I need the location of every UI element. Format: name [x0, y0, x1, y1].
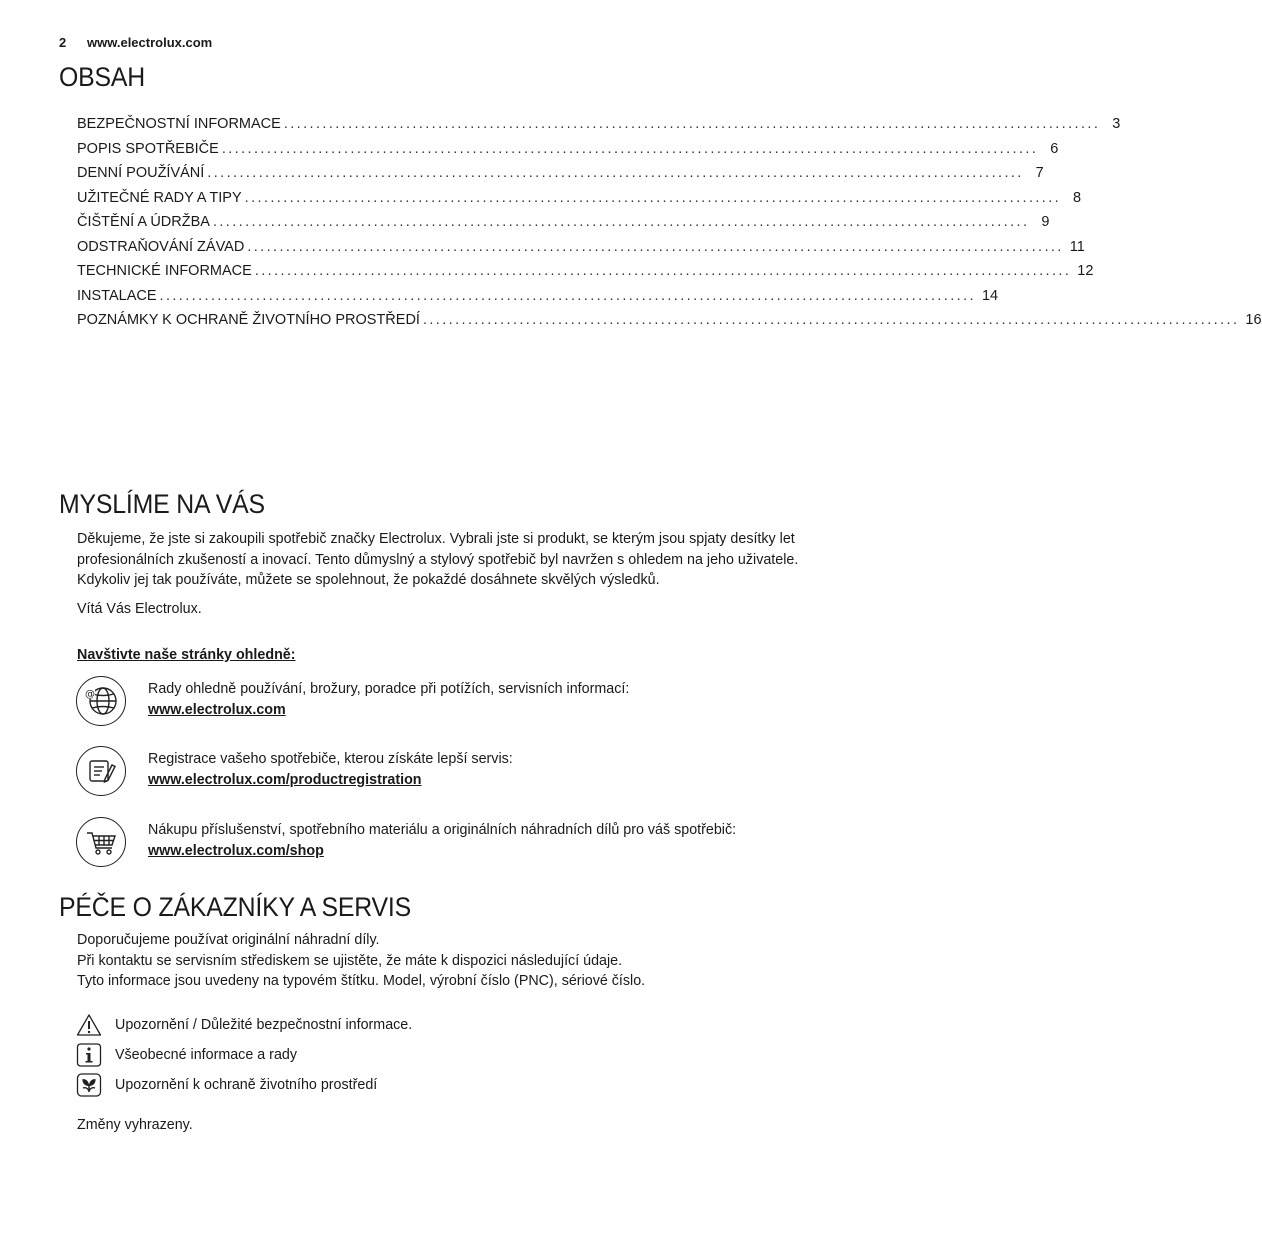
service-line: Doporučujeme používat originální náhradní díly. [77, 932, 380, 948]
toc-entry-title: POZNÁMKY K OCHRANĚ ŽIVOTNÍHO PROSTŘEDÍ [77, 312, 420, 328]
notice-warning [76, 1012, 412, 1038]
link-text-support [148, 679, 629, 720]
link-url-electrolux[interactable]: www.electrolux.com [148, 701, 286, 718]
link-description: Registrace vašeho spotřebiče, kterou získáte lepší servis: [148, 751, 513, 767]
toc-entry-page: 14 [981, 287, 999, 304]
toc-entry-title: INSTALACE [77, 287, 157, 304]
toc-dot-leader: ............................................................................................................................... [159, 287, 976, 304]
warning-triangle-icon [76, 1013, 102, 1037]
link-row-support [76, 676, 836, 730]
header-website[interactable]: www.electrolux.com [87, 35, 213, 50]
toc-entry-page: 9 [1041, 214, 1050, 230]
toc-dot-leader: ............................................................................................................................... [212, 214, 1030, 230]
visit-label: Navštivte naše stránky ohledně: [77, 647, 296, 663]
service-heading: PÉČE O ZÁKAZNÍKY A SERVIS [59, 892, 412, 922]
toc-entry[interactable] [77, 238, 1085, 264]
link-row-shop [76, 817, 836, 871]
toc-dot-leader: ............................................................................................................................... [422, 312, 1240, 328]
service-line: Tyto informace jsou uvedeny na typovém štítku. Model, výrobní číslo (PNC), sériové číslo. [77, 973, 646, 989]
link-text-registration [148, 749, 513, 790]
toc-entry-title: DENNÍ POUŽÍVÁNÍ [77, 165, 205, 181]
changes-reserved: Změny vyhrazeny. [77, 1117, 193, 1133]
environment-leaf-icon [76, 1073, 102, 1097]
toc-entry-title: BEZPEČNOSTNÍ INFORMACE [77, 116, 281, 132]
globe-at-icon [76, 676, 126, 726]
toc-entry[interactable] [77, 189, 1082, 215]
page-number: 2 [59, 35, 67, 50]
link-text-shop [148, 820, 736, 861]
registration-form-icon [76, 746, 126, 796]
toc-dot-leader: ............................................................................................................................... [254, 263, 1072, 279]
notice-text: Upozornění / Důležité bezpečnostní informace. [115, 1017, 413, 1033]
toc-dot-leader: ............................................................................................................................... [247, 238, 1064, 255]
toc-entry-title: ODSTRAŇOVÁNÍ ZÁVAD [77, 238, 245, 255]
toc-entry[interactable] [77, 312, 1262, 337]
toc-entry[interactable] [77, 165, 1044, 190]
toc-entry[interactable] [77, 140, 1059, 166]
toc-dot-leader: ............................................................................................................................... [283, 116, 1101, 132]
toc-entry-title: UŽITEČNÉ RADY A TIPY [77, 189, 242, 206]
toc-dot-leader: ............................................................................................................................... [207, 165, 1024, 181]
notice-environment [76, 1072, 377, 1098]
service-line: Při kontaktu se servisním střediskem se ujistěte, že máte k dispozici následující údaje. [77, 952, 623, 969]
toc-entry[interactable] [77, 263, 1094, 288]
link-description: Rady ohledně používání, brožury, poradce při potížích, servisních informací: [148, 681, 630, 697]
toc-entry[interactable] [77, 214, 1050, 239]
thinking-heading: MYSLÍME NA VÁS [59, 489, 265, 519]
toc-entry-page: 7 [1035, 165, 1044, 181]
thinking-paragraph: Děkujeme, že jste si zakoupili spotřebič značky Electrolux. Vybrali jste si produkt, se kterým jsou spjaty desítky let profesionálních zkušeností a inovací. Tento důmyslný a stylový spotřebič byl navržen s ohledem na jeho uživatele. Kdykoliv jej tak používáte, můžete se spolehnout, že pokaždé dosáhnete skvělých výsledků. [77, 531, 799, 588]
page-header [59, 35, 212, 50]
toc-entry-title: TECHNICKÉ INFORMACE [77, 263, 252, 279]
svg-text:@: @ [85, 689, 95, 700]
toc-entry-title: POPIS SPOTŘEBIČE [77, 140, 219, 157]
toc-entry-page: 16 [1245, 312, 1262, 328]
toc-entry-page: 6 [1050, 140, 1059, 157]
toc-entry[interactable] [77, 116, 1121, 141]
shopping-cart-icon [76, 817, 126, 867]
notice-info [76, 1042, 297, 1068]
service-lines [77, 930, 837, 992]
toc-dot-leader: ............................................................................................................................... [221, 140, 1039, 157]
link-row-registration [76, 746, 836, 800]
link-url-registration[interactable]: www.electrolux.com/productregistration [148, 771, 422, 788]
notice-text: Všeobecné informace a rady [115, 1047, 297, 1063]
link-url-shop[interactable]: www.electrolux.com/shop [148, 842, 324, 859]
toc-entry[interactable] [77, 287, 999, 313]
toc-entry-page: 3 [1112, 116, 1121, 132]
toc-entry-page: 12 [1077, 263, 1094, 279]
link-description: Nákupu příslušenství, spotřebního materiálu a originálních náhradních dílů pro váš spotřebič: [148, 822, 737, 838]
toc-entry-page: 8 [1073, 189, 1082, 206]
info-icon [76, 1043, 102, 1067]
toc-entry-page: 11 [1069, 238, 1085, 255]
table-of-contents [77, 116, 1262, 337]
toc-heading: OBSAH [59, 62, 146, 92]
notice-text: Upozornění k ochraně životního prostředí [115, 1077, 378, 1093]
welcome-text: Vítá Vás Electrolux. [77, 601, 202, 617]
toc-entry-title: ČIŠTĚNÍ A ÚDRŽBA [77, 214, 210, 230]
toc-dot-leader: ............................................................................................................................... [244, 189, 1062, 206]
